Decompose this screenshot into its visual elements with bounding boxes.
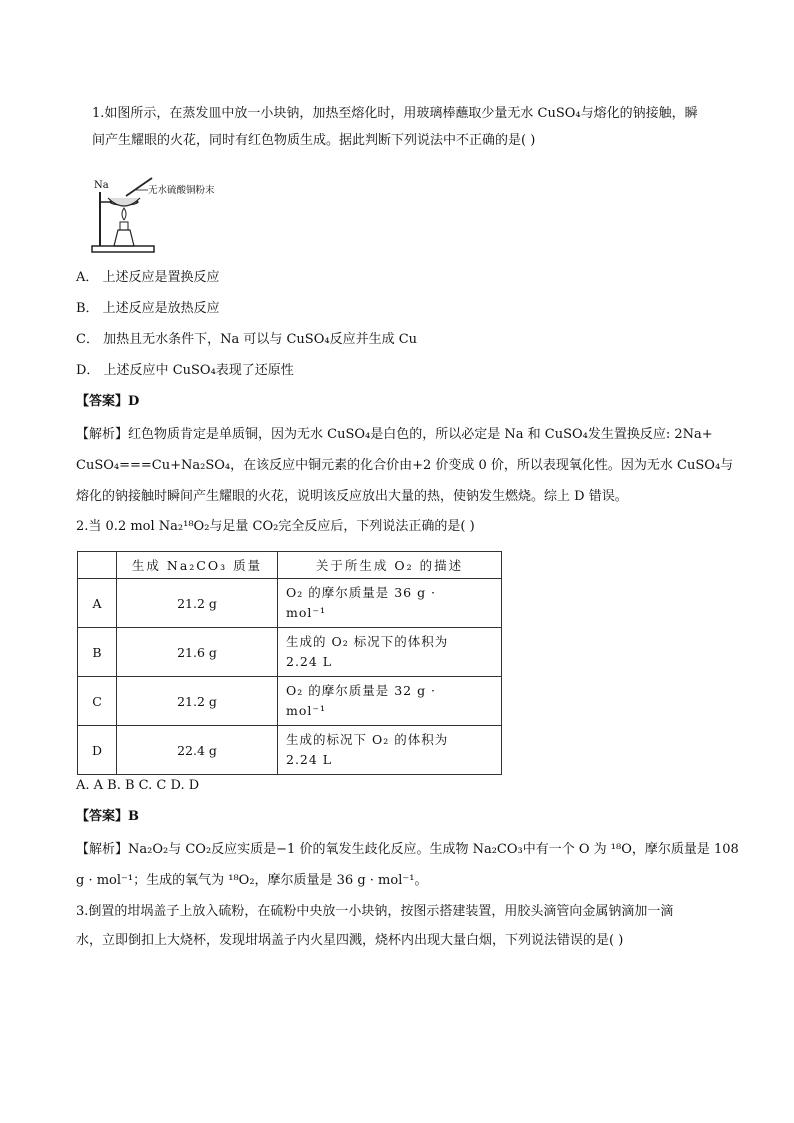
table-cell-letter: D: [78, 726, 117, 775]
q2-analysis-line2: g · mol⁻¹；生成的氧气为 ¹⁸O₂，摩尔质量是 36 g · mol⁻¹。: [76, 873, 428, 888]
q1-analysis-line2: CuSO₄===Cu+Na₂SO₄，在该反应中铜元素的化合价由+2 价变成 0 价，所以表现氧化性。因为无水 CuSO₄与: [76, 458, 734, 473]
table-cell-desc: [278, 726, 502, 775]
table-header-cell: [78, 552, 117, 579]
q1-analysis-line1: 【解析】红色物质肯定是单质铜，因为无水 CuSO₄是白色的，所以必定是 Na 和 CuSO₄发生置换反应: 2Na+: [76, 427, 713, 442]
q1-option-a: A． 上述反应是置换反应: [76, 270, 220, 285]
q1-option-b: B． 上述反应是放热反应: [76, 301, 220, 316]
desc-line: 2.24 L: [286, 654, 333, 669]
desc-line: 生成的标况下 O₂ 的体积为: [286, 732, 449, 747]
table-cell-letter: C: [78, 677, 117, 726]
q1-answer: 【答案】D: [76, 394, 140, 409]
q3-stem-line1: 3.倒置的坩埚盖子上放入硫粉，在硫粉中央放一小块钠，按图示搭建装置，用胶头滴管向金属钠滴加一滴: [76, 904, 674, 919]
table-row: [78, 677, 502, 726]
q3-stem-line2: 水，立即倒扣上大烧杯，发现坩埚盖子内火星四溅，烧杯内出现大量白烟，下列说法错误的是( ): [76, 933, 624, 948]
q2-analysis-line1: 【解析】Na₂O₂与 CO₂反应实质是−1 价的氧发生歧化反应。生成物 Na₂CO₃中有一个 O 为 ¹⁸O，摩尔质量是 108: [76, 842, 739, 857]
q1-option-d: D． 上述反应中 CuSO₄表现了还原性: [76, 363, 294, 378]
table-row: [78, 579, 502, 628]
table-header-cell: 生成 Na₂CO₃ 质量: [117, 552, 278, 579]
q1-stem-line1: 1.如图所示，在蒸发皿中放一小块钠，加热至熔化时，用玻璃棒蘸取少量无水 CuSO₄与熔化的钠接触，瞬: [92, 106, 698, 121]
table-cell-desc: [278, 579, 502, 628]
desc-line: O₂ 的摩尔质量是 32 g ·: [286, 683, 437, 698]
q1-option-c: C． 加热且无水条件下，Na 可以与 CuSO₄反应并生成 Cu: [76, 332, 418, 347]
desc-line: 生成的 O₂ 标况下的体积为: [286, 634, 449, 649]
table-cell-mass: 21.2 g: [117, 677, 278, 726]
table-cell-letter: A: [78, 579, 117, 628]
desc-line: O₂ 的摩尔质量是 36 g ·: [286, 585, 437, 600]
q2-stem: 2.当 0.2 mol Na₂¹⁸O₂与足量 CO₂完全反应后，下列说法正确的是( ): [76, 519, 475, 534]
table-cell-mass: 21.6 g: [117, 628, 278, 677]
table-cell-mass: 22.4 g: [117, 726, 278, 775]
q2-choices: A. A B. B C. C D. D: [76, 778, 200, 793]
table-header-cell: 关于所生成 O₂ 的描述: [278, 552, 502, 579]
desc-line: mol⁻¹: [286, 703, 326, 718]
figure-copper-sulfate-label: 无水硫酸铜粉末: [148, 185, 215, 196]
table-cell-desc: [278, 677, 502, 726]
q1-stem-line2: 间产生耀眼的火花，同时有红色物质生成。据此判断下列说法中不正确的是( ): [92, 133, 536, 148]
desc-line: mol⁻¹: [286, 605, 326, 620]
table-cell-desc: [278, 628, 502, 677]
table-cell-letter: B: [78, 628, 117, 677]
apparatus-figure: [90, 172, 230, 254]
q1-analysis-line3: 熔化的钠接触时瞬间产生耀眼的火花，说明该反应放出大量的热，使钠发生燃烧。综上 D 错误。: [76, 489, 628, 504]
desc-line: 2.24 L: [286, 752, 333, 767]
table-row: [78, 628, 502, 677]
table-header-row: [78, 552, 502, 579]
figure-na-label: Na: [94, 180, 109, 191]
q2-answer: 【答案】B: [76, 809, 139, 824]
table-cell-mass: 21.2 g: [117, 579, 278, 628]
table-row: [78, 726, 502, 775]
q2-options-table: [77, 551, 502, 775]
